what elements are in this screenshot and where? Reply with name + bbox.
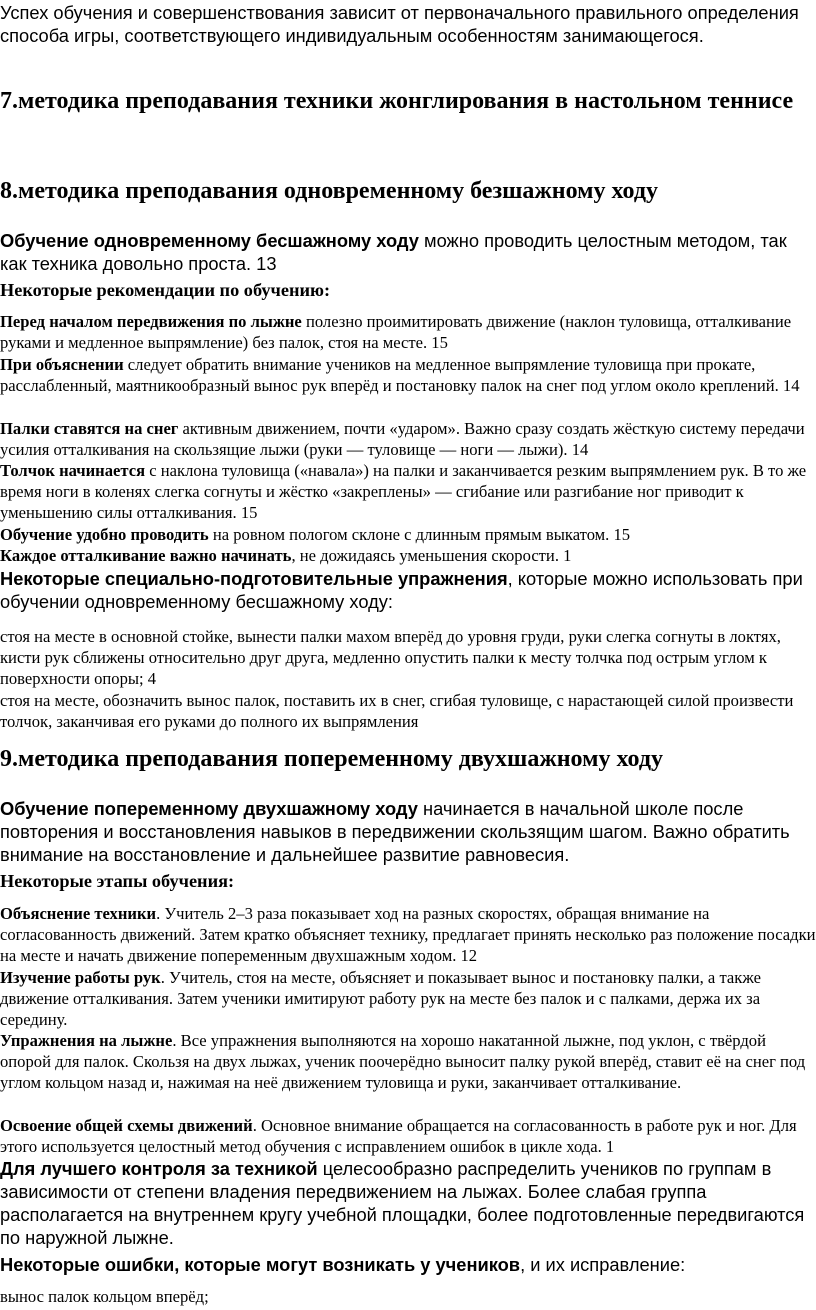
s8-rec-item-4-bold: Толчок начинается [0,461,146,480]
s9-stage-1-text: . Учитель 2–3 раза показывает ход на разных скоростях, обращая внимание на согласованность движений. Затем кратко объясняет технику, предлагает принять несколько раз положение посадки на месте и начать движение попеременным двухшажным ходом. 12 [0,904,816,965]
s8-rec-item-5-bold: Обучение удобно проводить [0,525,209,544]
s8-rec-item-6-text: , не дожидаясь уменьшения скорости. 1 [291,546,572,565]
intro-paragraph: Успех обучения и совершенствования зависит от первоначального правильного определения способа игры, соответствующего индивидуальным особенностям занимающегося. [0,2,799,46]
s8-rec-item-4-text: с наклона туловища («навала») на палки и заканчивается резким выпрямлением рук. В то же время ноги в коленях слегка согнуты и жёстко «закреплены» — сгибание или разгибание ног приводит к уменьшению силы отталкивания. 15 [0,461,807,522]
s8-rec-item-1-bold: Перед началом передвижения по лыжне [0,312,302,331]
s8-exercise-2: стоя на месте, обозначить вынос палок, поставить их в снег, сгибая туловище, с нарастающей силой произвести толчок, заканчивая его руками до полного их выпрямления [0,691,794,731]
s8-rec-item-6-bold: Каждое отталкивание важно начинать [0,546,292,565]
s9-stage-2-text: . Учитель, стоя на месте, объясняет и показывает вынос и постановку палки, а также движение отталкивания. Затем ученики имитируют работу рук на месте без палок и с палками, держа их за середину. [0,968,761,1029]
s9-control-bold: Для лучшего контроля за техникой [0,1158,318,1179]
s9-stage-3-bold: Упражнения на лыжне [0,1031,173,1050]
s9-errors-title [0,1253,816,1276]
heading-section-9: 9.методика преподавания попеременному двухшажному ходу [0,746,663,772]
s8-exercises-intro [0,567,816,613]
s9-control-paragraph [0,1157,816,1249]
s9-errors-text: , и их исправление: [520,1254,686,1275]
s9-intro-paragraph [0,797,816,866]
s9-stage-1-bold: Объяснение техники [0,904,157,923]
s8-rec-item-3-text: активным движением, почти «ударом». Важно сразу создать жёсткую систему передачи усилия отталкивания на скользящие лыжи (руки — туловище — ноги — лыжи). 14 [0,419,805,459]
s8-rec-item-5 [0,524,816,545]
s9-stage-2-bold: Изучение работы рук [0,968,161,987]
s8-recommendations-title: Некоторые рекомендации по обучению: [0,280,331,300]
s8-rec-item-1-text: полезно проимитировать движение (наклон туловища, отталкивание руками и медленное выпрямление) без палок, стоя на месте. 15 [0,312,792,352]
s9-error-item-1: вынос палок кольцом вперёд; [0,1287,209,1306]
s8-exercises-intro-text: , которые можно использовать при обучении одновременному бесшажному ходу: [0,568,803,612]
s9-intro-text: начинается в начальной школе после повторения и восстановления навыков в передвижении скользящим шагом. Важно обратить внимание на восстановление и дальнейшее развитие равновесия. [0,798,790,865]
s9-stage-4 [0,1115,816,1157]
s8-exercise-1: стоя на месте в основной стойке, вынести палки махом вперёд до уровня груди, руки слегка согнуты в локтях, кисти рук сближены относительно друг друга, медленно опустить палки к месту толчка под острым углом к поверхности опоры; 4 [0,627,781,688]
s8-intro-bold: Обучение одновременному бесшажному ходу [0,230,419,251]
s8-rec-item-5-text: на ровном пологом склоне с длинным прямым выкатом. 15 [208,525,631,544]
s8-rec-item-2-text: следует обратить внимание учеников на медленное выпрямление туловища при прокате, расслабленный, маятникообразный вынос рук вперёд и постановку палок на снег под углом около креплений. 14 [0,355,800,395]
s8-rec-item-3-bold: Палки ставятся на снег [0,419,179,438]
s9-stages-title: Некоторые этапы обучения: [0,871,235,891]
s8-rec-item-4 [0,460,816,523]
s8-intro-text: можно проводить целостным методом, так как техника довольно проста. 13 [0,230,787,274]
heading-section-8: 8.методика преподавания одновременному безшажному ходу [0,178,659,204]
s9-stage-1 [0,903,816,966]
s9-stage-3 [0,1030,816,1093]
s8-intro-paragraph [0,229,816,275]
s9-stage-2 [0,967,816,1030]
s9-errors-bold: Некоторые ошибки, которые могут возникать у учеников [0,1254,521,1275]
s8-rec-item-2 [0,354,816,396]
s8-rec-item-2-bold: При объяснении [0,355,124,374]
heading-section-7: 7.методика преподавания техники жонглирования в настольном теннисе [0,88,794,114]
s9-stage-4-bold: Освоение общей схемы движений [0,1116,253,1135]
s9-intro-bold: Обучение попеременному двухшажному ходу [0,798,418,819]
s8-rec-item-1 [0,311,816,353]
s8-rec-item-3 [0,418,816,460]
s9-stage-4-text: . Основное внимание обращается на согласованность в работе рук и ног. Для этого используется целостный метод обучения с исправлением ошибок в цикле хода. 1 [0,1116,797,1156]
s9-control-text: целесообразно распределить учеников по группам в зависимости от степени владения передвижением на лыжах. Более слабая группа располагается на внутреннем кругу учебной площадки, более подготовленные передвигаются по наружной лыжне. [0,1158,805,1248]
s8-exercises-intro-bold: Некоторые специально-подготовительные упражнения [0,568,508,589]
s9-stage-3-text: . Все упражнения выполняются на хорошо накатанной лыжне, под уклон, с твёрдой опорой для палок. Скользя на двух лыжах, ученик поочерёдно выносит палку рукой вперёд, ставит её на снег под углом кольцом назад и, нажимая на неё движением туловища и руки, заканчивает отталкивание. [0,1031,806,1092]
s8-rec-item-6 [0,545,816,566]
